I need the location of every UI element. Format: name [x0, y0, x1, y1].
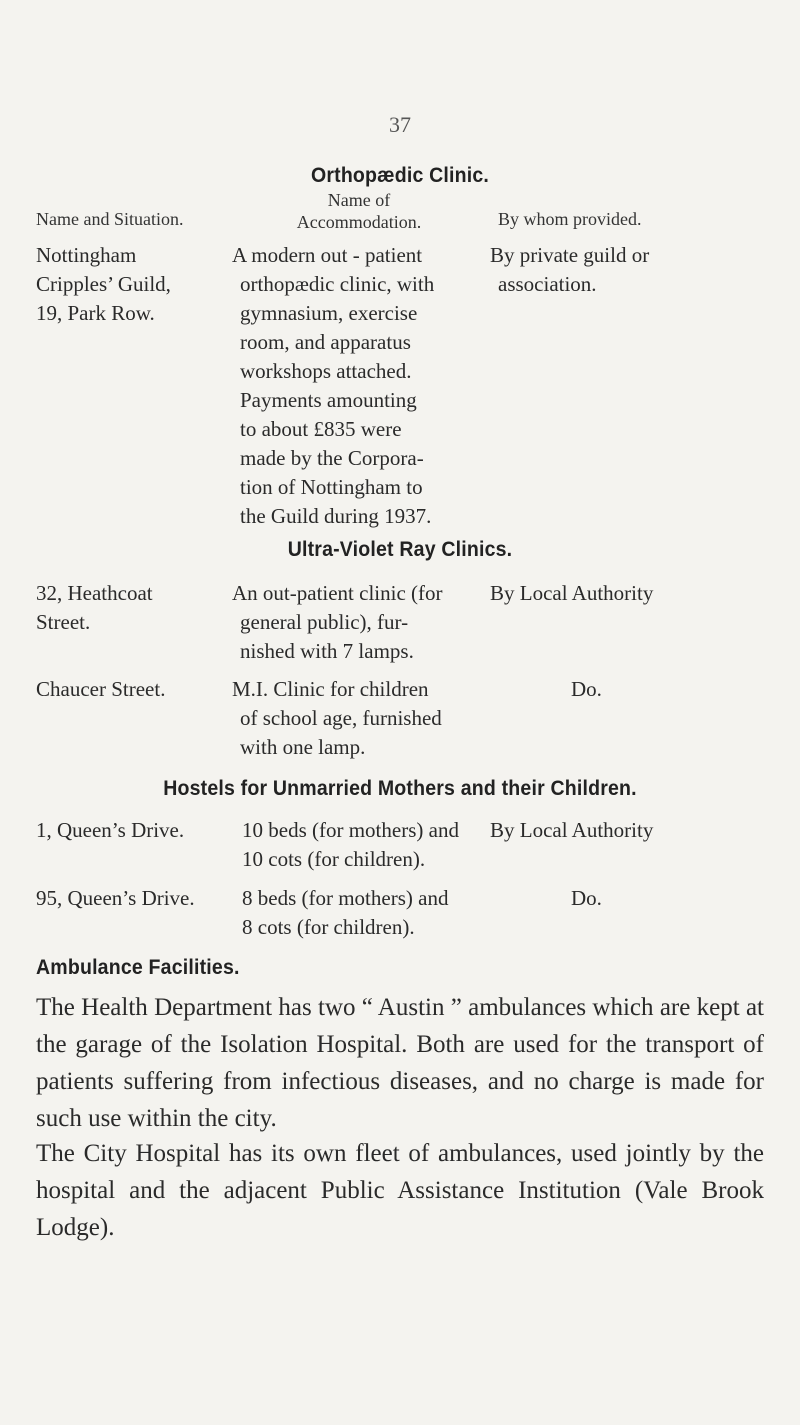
hostel-row-2-name: 95, Queen’s Drive. [36, 886, 195, 910]
uv-row-2-provided: Do. [571, 677, 602, 701]
page-number: 37 [389, 112, 411, 137]
hostel-row-2-accommodation [242, 884, 494, 942]
accommodation-line: made by the Corpora- [240, 446, 424, 470]
uv-row-1-name [36, 579, 153, 637]
ortho-provided-cell [490, 241, 720, 299]
hostel-row-1-accommodation [242, 816, 494, 874]
accommodation-line: of school age, furnished [240, 706, 442, 730]
section-title-hostels: Hostels for Unmarried Mothers and their Children. [163, 777, 637, 800]
accommodation-line: the Guild during 1937. [240, 504, 432, 528]
ortho-name-cell [36, 241, 236, 328]
accommodation-line: tion of Nottingham to [240, 475, 423, 499]
name-line: Cripples’ Guild, [36, 272, 171, 296]
accommodation-line: A modern out - patient [232, 243, 423, 267]
hostel-row-1-name: 1, Queen’s Drive. [36, 818, 185, 842]
column-header-provided: By whom provided. [498, 209, 642, 229]
name-line: 19, Park Row. [36, 301, 155, 325]
uv-row-2-name [36, 675, 165, 704]
hostel-row-1-provided: By Local Authority [490, 818, 654, 842]
accommodation-line: gymnasium, exercise [240, 301, 418, 325]
section-title-ambulance: Ambulance Facilities. [36, 956, 240, 979]
accommodation-line: 8 cots (for children). [242, 915, 415, 939]
accommodation-line: workshops attached. [240, 359, 412, 383]
ortho-accommodation-cell [232, 241, 475, 531]
uv-row-2-accommodation [232, 675, 475, 762]
section-title-ultraviolet: Ultra-Violet Ray Clinics. [287, 538, 513, 561]
accommodation-line: general public), fur- [240, 610, 409, 634]
column-header-accommodation-label: Accommodation. [296, 212, 422, 232]
accommodation-line: nished with 7 lamps. [240, 639, 414, 663]
accommodation-line: 10 beds (for mothers) and [242, 818, 459, 842]
accommodation-line: Payments amounting [240, 388, 417, 412]
uv-row-1-accommodation [232, 579, 484, 666]
accommodation-line: to about £835 were [240, 417, 402, 441]
ambulance-paragraph-2: The City Hospital has its own fleet of ambulances, used jointly by the hospital and the adjacent Public Assistance Institution (Vale Brook Lodge). [36, 1140, 764, 1241]
name-line: Chaucer Street. [36, 677, 166, 701]
section-title-orthopaedic: Orthopædic Clinic. [310, 164, 490, 187]
accommodation-line: An out-patient clinic (for [232, 581, 443, 605]
accommodation-line: 8 beds (for mothers) and [242, 886, 449, 910]
accommodation-line: with one lamp. [240, 735, 366, 759]
column-header-name-of: Name of [327, 190, 391, 210]
accommodation-line: orthopædic clinic, with [240, 272, 435, 296]
accommodation-line: room, and apparatus [240, 330, 411, 354]
provided-line: By private guild or [490, 243, 650, 267]
accommodation-line: 10 cots (for children). [242, 847, 426, 871]
name-line: Nottingham [36, 243, 137, 267]
hostel-row-2-provided: Do. [571, 886, 602, 910]
accommodation-line: M.I. Clinic for children [232, 677, 429, 701]
ambulance-paragraph-1: The Health Department has two “ Austin ” ambulances which are kept at the garage of the Isolation Hospital. Both are used for the transport of patients suffering from infectious diseases, and no charge is made for such use within the city. [36, 994, 764, 1132]
column-header-accommodation [256, 189, 462, 233]
name-line: 32, Heathcoat [36, 581, 153, 605]
name-line: Street. [36, 610, 91, 634]
column-header-name: Name and Situation. [36, 209, 184, 229]
uv-row-1-provided: By Local Authority [490, 581, 654, 605]
provided-line: association. [498, 272, 597, 296]
